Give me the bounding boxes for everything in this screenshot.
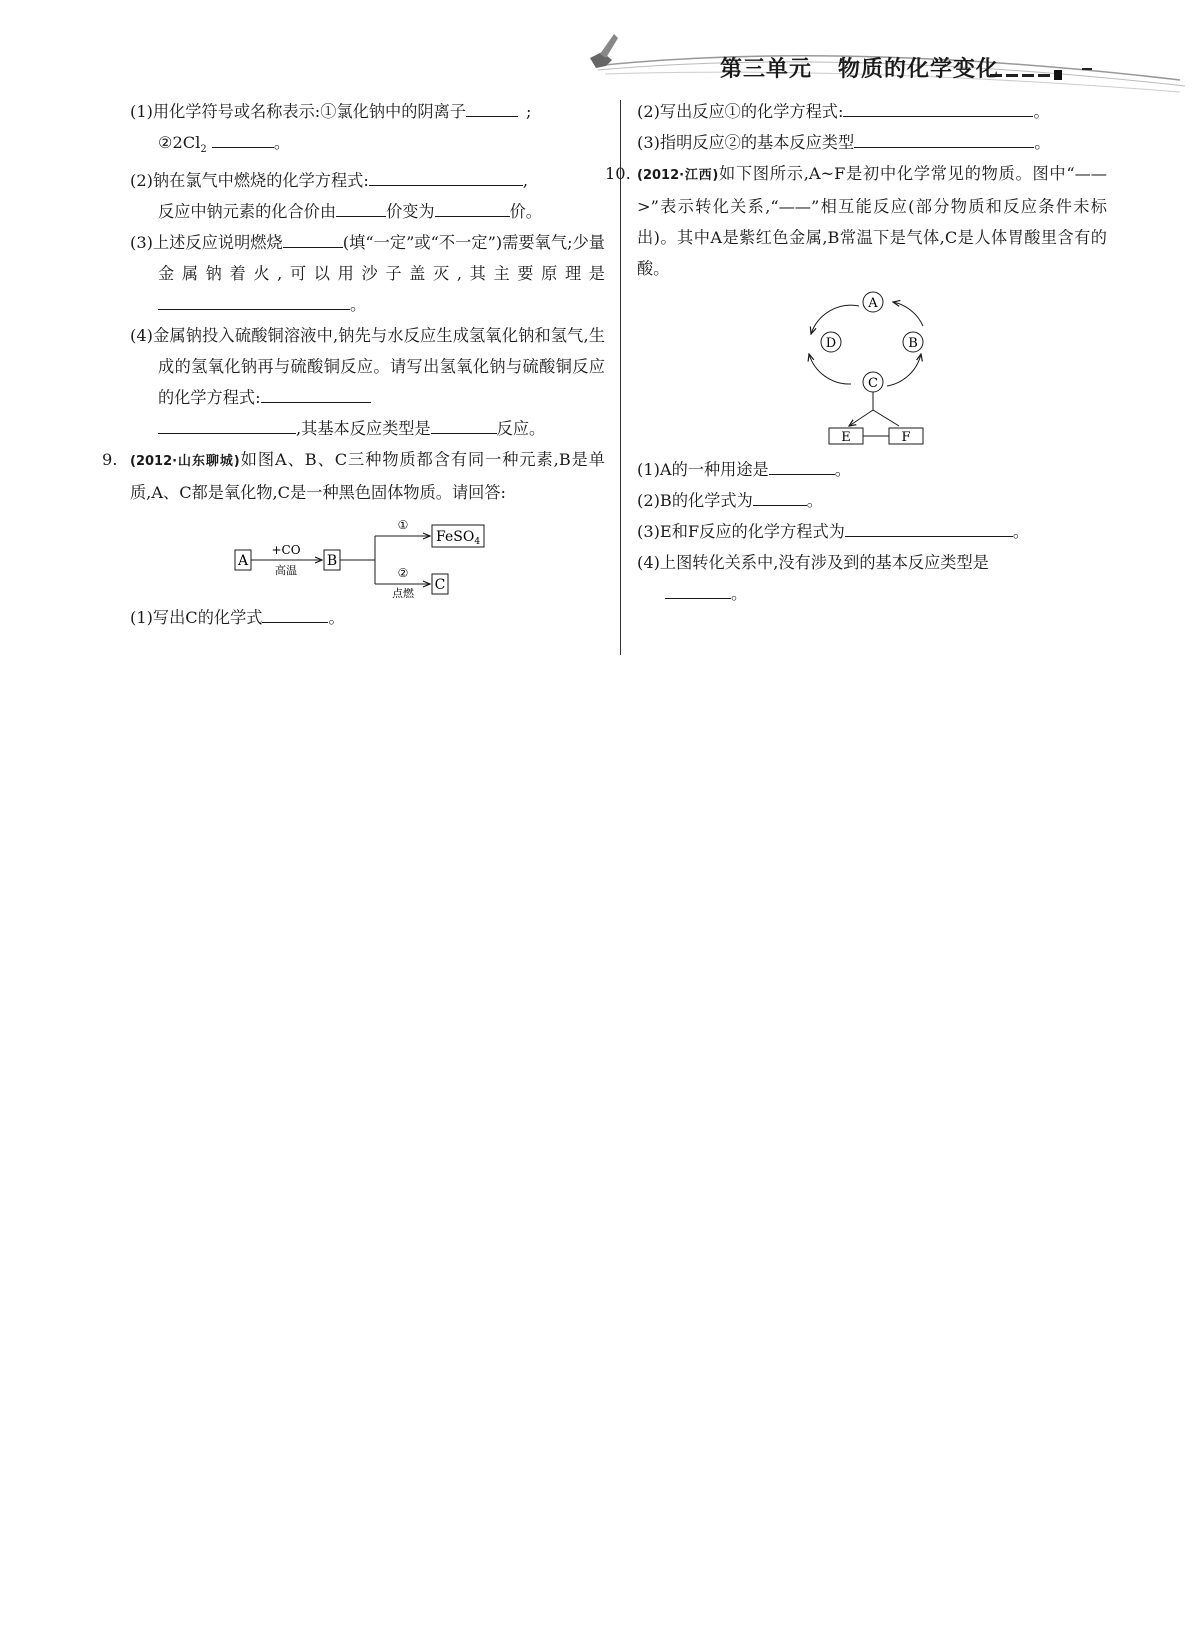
answer-blank[interactable]: [854, 127, 1034, 148]
q8-part2: (2)钠在氯气中燃烧的化学方程式: , 反应中钠元素的化合价由 价变为 价。: [130, 165, 605, 227]
q9-part2: (2)写出反应①的化学方程式: 。: [637, 96, 1107, 127]
answer-blank[interactable]: [158, 413, 296, 434]
answer-blank[interactable]: [431, 413, 497, 434]
answer-blank[interactable]: [212, 127, 274, 148]
answer-blank[interactable]: [665, 578, 731, 599]
route-1-label: ①: [397, 518, 409, 533]
answer-blank[interactable]: [769, 454, 835, 475]
q10-stem: 10. (2012·江西)如下图所示,A~F是初中化学常见的物质。图中“——>”表示转化关系,“——”相互能反应(部分物质和反应条件未标出)。其中A是紫红色金属,B常温下是气体,C是人体胃酸里含有的酸。: [605, 164, 1107, 278]
left-column: [102, 96, 605, 633]
node-b: B: [908, 336, 918, 351]
node-f: F: [901, 430, 911, 445]
node-e: E: [841, 430, 851, 445]
node-a: A: [237, 553, 249, 570]
route-2-condition: 点燃: [392, 587, 414, 599]
answer-blank[interactable]: [261, 382, 371, 403]
q9-diagram: [130, 512, 600, 598]
answer-blank[interactable]: [336, 196, 386, 217]
answer-blank[interactable]: [435, 196, 510, 217]
node-feso4: FeSO$_4$: [436, 529, 481, 548]
node-d: D: [825, 336, 837, 351]
q8-part3: (3)上述反应说明燃烧 (填“一定”或“不一定”)需要氧气;少量金属钠着火,可以用沙子盖灭,其主要原理是。: [130, 227, 605, 320]
reagent-label: +CO: [271, 543, 301, 558]
answer-blank[interactable]: [283, 227, 343, 248]
q10-part2: (2)B的化学式为 。: [637, 485, 1107, 516]
node-c: C: [434, 577, 446, 594]
answer-blank[interactable]: [845, 516, 1013, 537]
answer-blank[interactable]: [158, 289, 350, 310]
q9-part1: (1)写出C的化学式 。: [130, 602, 605, 633]
answer-blank[interactable]: [369, 165, 523, 186]
page-header: [590, 30, 1190, 100]
unit-title: 第三单元 物质的化学变化: [720, 57, 1000, 82]
q10-diagram: [637, 290, 1107, 450]
q8-part4: (4)金属钠投入硫酸铜溶液中,钠先与水反应生成氢氧化钠和氢气,生成的氢氧化钠再与硫酸铜反应。请写出氢氧化钠与硫酸铜反应的化学方程式: ,其基本反应类型是 反应。: [130, 326, 605, 439]
answer-blank[interactable]: [466, 96, 518, 117]
right-column: [605, 96, 1107, 609]
answer-blank[interactable]: [753, 485, 807, 506]
q10-part3: (3)E和F反应的化学方程式为 。: [637, 516, 1107, 547]
q9-part3: (3)指明反应②的基本反应类型 。: [637, 127, 1107, 158]
answer-blank[interactable]: [262, 602, 328, 623]
node-c: C: [868, 376, 878, 391]
answer-blank[interactable]: [843, 96, 1033, 117]
q10-part1: (1)A的一种用途是 。: [637, 454, 1107, 485]
route-2-label: ②: [397, 566, 409, 581]
q9-stem: 9. (2012·山东聊城)如图A、B、C三种物质都含有同一种元素,B是单质,A、C都是氧化物,C是一种黑色固体物质。请回答:: [102, 450, 605, 503]
condition-label: 高温: [275, 564, 297, 578]
node-a: A: [868, 296, 878, 311]
q10-part4: (4)上图转化关系中,没有涉及到的基本反应类型是 。: [637, 553, 989, 603]
node-b: B: [326, 553, 338, 570]
q8-part1: (1)用化学符号或名称表示:①氯化钠中的阴离子 ; $②2Cl_2$ 。: [130, 96, 605, 165]
